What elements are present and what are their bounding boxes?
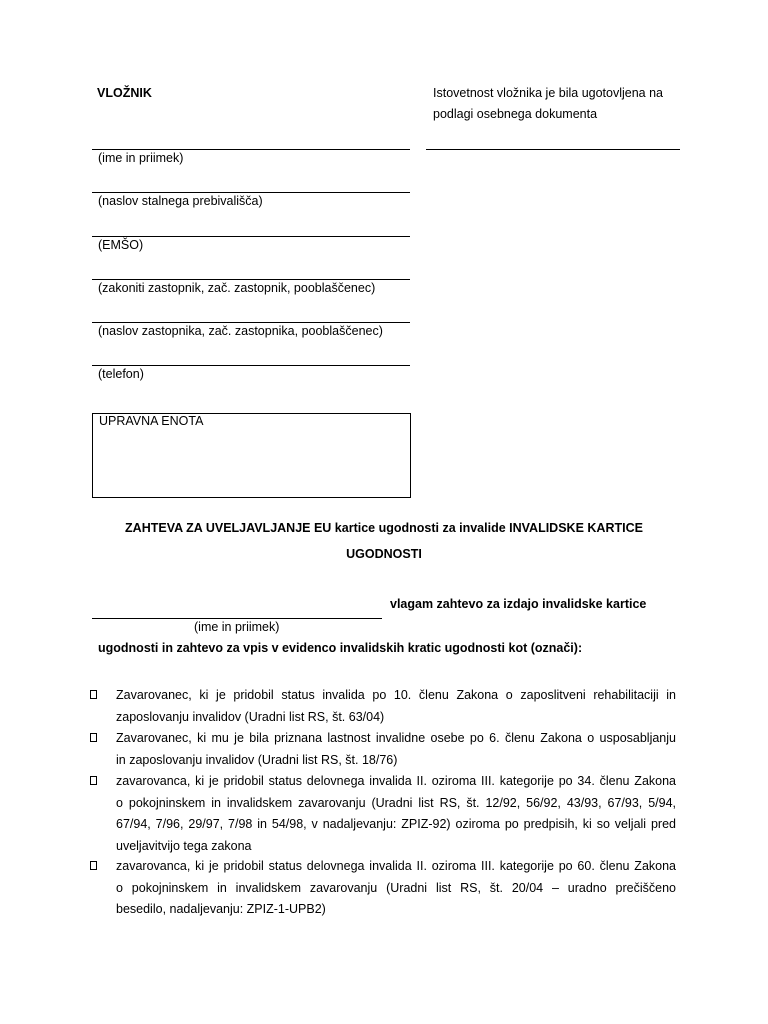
applicant-heading: VLOŽNIK	[97, 86, 152, 100]
administrative-unit-label: UPRAVNA ENOTA	[99, 414, 204, 428]
emso-line[interactable]	[92, 236, 410, 237]
phone-line[interactable]	[92, 365, 410, 366]
address-caption: (naslov stalnega prebivališča)	[98, 194, 263, 208]
representative-address-caption: (naslov zastopnika, zač. zastopnika, pooblaščenec)	[98, 324, 383, 338]
checkbox[interactable]	[90, 861, 97, 870]
option-text: o pokojninskem in invalidskem zavarovanju (Uradni list RS, št. 12/92, 56/92, 43/93, 67/93, 5/94,	[116, 795, 676, 810]
identity-document-line[interactable]	[426, 149, 680, 150]
request-name-line[interactable]	[92, 618, 382, 619]
option-text: besedilo, nadaljevanju: ZPIZ-1-UPB2)	[116, 902, 326, 916]
form-title-line2: UGODNOSTI	[346, 547, 422, 561]
administrative-unit-box[interactable]	[92, 413, 411, 498]
request-name-caption: (ime in priimek)	[194, 620, 280, 634]
option-text: zavarovanca, ki je pridobil status delovnega invalida II. oziroma III. kategorije po 60. členu Zakona	[116, 859, 676, 873]
representative-line[interactable]	[92, 279, 410, 280]
representative-address-line[interactable]	[92, 322, 410, 323]
address-line[interactable]	[92, 192, 410, 193]
option-text: zavarovanca, ki je pridobil status delovnega invalida II. oziroma III. kategorije po 34. členu Zakona	[116, 774, 676, 788]
checkbox[interactable]	[90, 776, 97, 785]
option-text: Zavarovanec, ki mu je bila priznana lastnost invalidne osebe po 6. členu Zakona o usposabljanju	[116, 731, 676, 745]
option-text: o pokojninskem in invalidskem zavarovanju (Uradni list RS, št. 20/04 – uradno prečiščeno	[116, 880, 676, 895]
identity-note-line2: podlagi osebnega dokumenta	[433, 107, 598, 121]
request-text-b: ugodnosti in zahtevo za vpis v evidenco invalidskih kratic ugodnosti kot (označi):	[98, 641, 583, 655]
identity-note-line1: Istovetnost vložnika je bila ugotovljena na	[433, 86, 664, 100]
option-text: 67/94, 7/96, 29/97, 7/98 in 54/98, v nadaljevanju: ZPIZ-92) oziroma po predpisih, ki so veljali pred	[116, 817, 676, 831]
phone-caption: (telefon)	[98, 367, 144, 381]
emso-caption: (EMŠO)	[98, 238, 144, 252]
name-line[interactable]	[92, 149, 410, 150]
checkbox[interactable]	[90, 733, 97, 742]
option-text: Zavarovanec, ki je pridobil status invalida po 10. členu Zakona o zaposlitveni rehabilitaciji in	[116, 688, 676, 702]
checkbox[interactable]	[90, 690, 97, 699]
name-caption: (ime in priimek)	[98, 151, 184, 165]
form-title-line1: ZAHTEVA ZA UVELJAVLJANJE EU kartice ugodnosti za invalide INVALIDSKE KARTICE	[125, 521, 643, 535]
option-text: in zaposlovanju invalidov (Uradni list RS, št. 18/76)	[116, 752, 398, 767]
option-text: zaposlovanju invalidov (Uradni list RS, št. 63/04)	[116, 709, 385, 724]
representative-caption: (zakoniti zastopnik, zač. zastopnik, pooblaščenec)	[98, 281, 376, 295]
request-text-a: vlagam zahtevo za izdajo invalidske kartice	[390, 597, 647, 611]
option-text: uveljavitvijo tega zakona	[116, 838, 252, 853]
